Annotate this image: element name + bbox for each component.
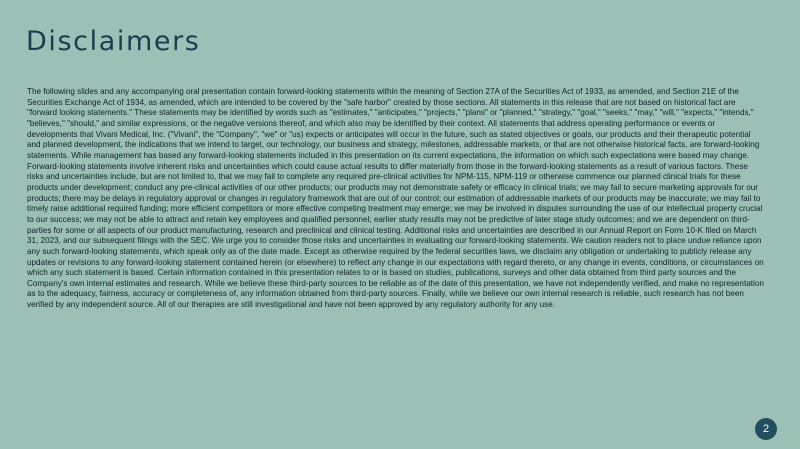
- slide-title: Disclaimers: [26, 26, 201, 57]
- page-number-badge: 2: [755, 418, 777, 440]
- disclaimer-body: The following slides and any accompanying oral presentation contain forward-looking statements within the meaning of Section 27A of the Securities Act of 1933, as amended, and Section 21E of the Securities Exchange Act of 1934, as amended, which are intended to be covered by the "safe harbor" created by those sections. All statements in this release that are not based on historical fact are "forward looking statements." These statements may be identified by words such as "estimates," "anticipates," "projects," "plans" or "planned," "strategy," "goal," "seeks," "may," "will," "expects," "intends," "believes," "should," and similar expressions, or the negative versions thereof, and which also may be identified by their context. All statements that address operating performance or events or developments that Vivani Medical, Inc. ("Vivani", the "Company", "we" or "us) expects or anticipates will occur in the future, such as stated objectives or goals, our products and their therapeutic potential and planned development, the indications that we intend to target, our technology, our business and strategy, milestones, addressable markets, or that are not otherwise historical facts, are forward-looking statements. While management has based any forward-looking statements included in this presentation on its current expectations, the information on which such expectations were based may change. Forward-looking statements involve inherent risks and uncertainties which could cause actual results to differ materially from those in the forward-looking statements as a result of various factors. These risks and uncertainties include, but are not limited to, that we may fail to complete any required pre-clinical activities for NPM-115, NPM-119 or otherwise commence our planned clinical trials for these products under development; conduct any pre-clinical activities of our other products; our products may not demonstrate safety or efficacy in clinical trials; we may fail to secure marketing approvals for our products; there may be delays in regulatory approval or changes in regulatory framework that are out of our control; our estimation of addressable markets of our products may be inaccurate; we may fail to timely raise additional required funding; more efficient competitors or more effective competing treatment may emerge; we may be involved in disputes surrounding the use of our intellectual property crucial to our success; we may not be able to attract and retain key employees and qualified personnel; earlier study results may not be predictive of later stage study outcomes; and we are dependent on third-parties for some or all aspects of our product manufacturing, research and preclinical and clinical testing. Additional risks and uncertainties are described in our Annual Report on Form 10-K filed on March 31, 2023, and our subsequent filings with the SEC. We urge you to consider those risks and uncertainties in evaluating our forward-looking statements. We caution readers not to place undue reliance upon any such forward-looking statements, which speak only as of the date made. Except as otherwise required by the federal securities laws, we disclaim any obligation or undertaking to publicly release any updates or revisions to any forward-looking statement contained herein (or elsewhere) to reflect any change in our expectations with regard thereto, or any change in events, conditions, or circumstances on which any such statement is based. Certain information contained in this presentation relates to or is based on studies, publications, surveys and other data obtained from third party sources and the Company's own internal estimates and research. While we believe these third-party sources to be reliable as of the date of this presentation, we have not independently verified, and make no representation as to the adequacy, fairness, accuracy or completeness of, any information obtained from third-party sources. Finally, while we believe our own internal research is reliable, such research has not been verified by any independent source. All of our therapies are still investigational and have not been approved by any regulatory authority for any use.: [27, 87, 764, 310]
